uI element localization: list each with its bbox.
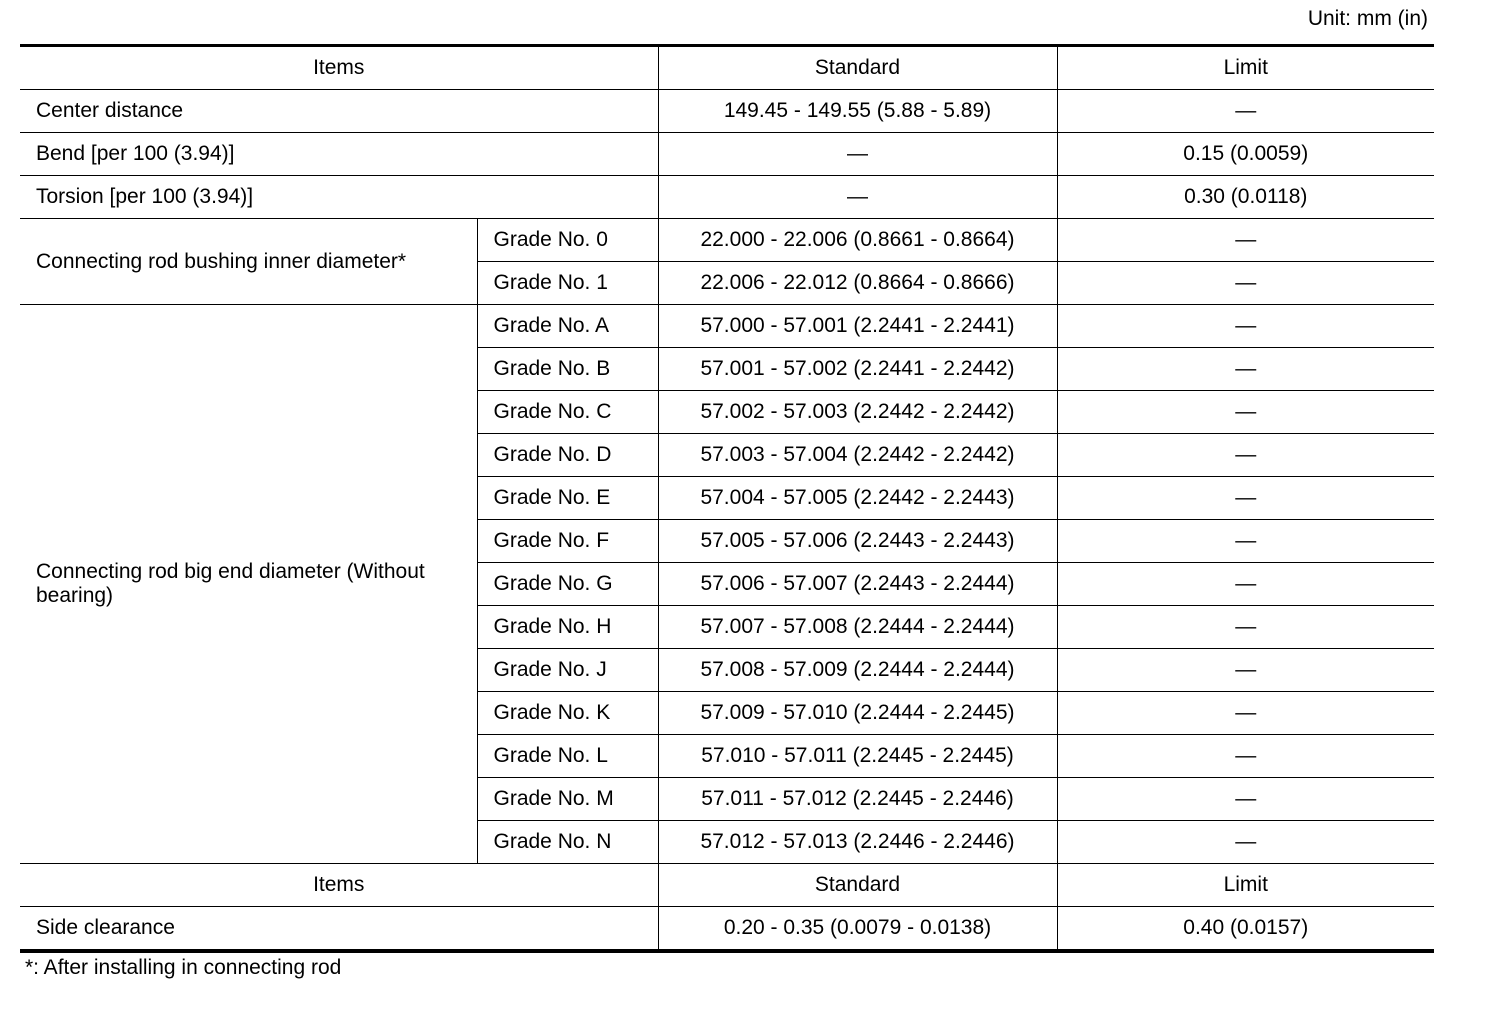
row-limit: 0.30 (0.0118) — [1057, 176, 1434, 219]
grade-standard: 57.004 - 57.005 (2.2442 - 2.2443) — [658, 477, 1057, 520]
grade-label: Grade No. 0 — [477, 219, 658, 262]
row-limit: 0.15 (0.0059) — [1057, 133, 1434, 176]
grade-standard: 57.002 - 57.003 (2.2442 - 2.2442) — [658, 391, 1057, 434]
grade-limit: — — [1057, 219, 1434, 262]
row-standard: 149.45 - 149.55 (5.88 - 5.89) — [658, 90, 1057, 133]
row-item: Center distance — [20, 90, 658, 133]
grade-standard: 57.005 - 57.006 (2.2443 - 2.2443) — [658, 520, 1057, 563]
row-standard: — — [658, 133, 1057, 176]
grade-limit: — — [1057, 477, 1434, 520]
grade-limit: — — [1057, 563, 1434, 606]
grade-standard: 57.003 - 57.004 (2.2442 - 2.2442) — [658, 434, 1057, 477]
grade-label: Grade No. A — [477, 305, 658, 348]
header-items: Items — [20, 864, 658, 907]
grade-label: Grade No. H — [477, 606, 658, 649]
grade-label: Grade No. G — [477, 563, 658, 606]
header-standard: Standard — [658, 864, 1057, 907]
grade-standard: 57.010 - 57.011 (2.2445 - 2.2445) — [658, 735, 1057, 778]
unit-label: Unit: mm (in) — [1307, 7, 1428, 30]
grade-label: Grade No. B — [477, 348, 658, 391]
grade-limit: — — [1057, 262, 1434, 305]
table-row — [20, 90, 1434, 133]
grade-label: Grade No. F — [477, 520, 658, 563]
grade-limit: — — [1057, 821, 1434, 864]
header-standard: Standard — [658, 46, 1057, 90]
grade-limit: — — [1057, 735, 1434, 778]
header-row — [20, 46, 1434, 90]
row-standard: 0.20 - 0.35 (0.0079 - 0.0138) — [658, 907, 1057, 952]
big-end-item: Connecting rod big end diameter (Without bearing) — [20, 305, 477, 864]
grade-label: Grade No. E — [477, 477, 658, 520]
grade-label: Grade No. M — [477, 778, 658, 821]
grade-standard: 57.011 - 57.012 (2.2445 - 2.2446) — [658, 778, 1057, 821]
grade-limit: — — [1057, 391, 1434, 434]
grade-standard: 57.001 - 57.002 (2.2441 - 2.2442) — [658, 348, 1057, 391]
grade-limit: — — [1057, 520, 1434, 563]
row-item: Bend [per 100 (3.94)] — [20, 133, 658, 176]
grade-standard: 22.000 - 22.006 (0.8661 - 0.8664) — [658, 219, 1057, 262]
grade-limit: — — [1057, 692, 1434, 735]
grade-label: Grade No. L — [477, 735, 658, 778]
grade-limit: — — [1057, 606, 1434, 649]
grade-limit: — — [1057, 778, 1434, 821]
header-limit: Limit — [1057, 46, 1434, 90]
grade-standard: 57.012 - 57.013 (2.2446 - 2.2446) — [658, 821, 1057, 864]
table-row — [20, 133, 1434, 176]
header-limit: Limit — [1057, 864, 1434, 907]
table-row — [20, 305, 1434, 348]
grade-label: Grade No. J — [477, 649, 658, 692]
header-row — [20, 864, 1434, 907]
grade-standard: 57.008 - 57.009 (2.2444 - 2.2444) — [658, 649, 1057, 692]
row-item: Torsion [per 100 (3.94)] — [20, 176, 658, 219]
row-limit: 0.40 (0.0157) — [1057, 907, 1434, 952]
grade-label: Grade No. K — [477, 692, 658, 735]
grade-label: Grade No. N — [477, 821, 658, 864]
header-items: Items — [20, 46, 658, 90]
grade-standard: 57.000 - 57.001 (2.2441 - 2.2441) — [658, 305, 1057, 348]
table-row — [20, 907, 1434, 952]
grade-limit: — — [1057, 305, 1434, 348]
grade-label: Grade No. C — [477, 391, 658, 434]
table-row — [20, 176, 1434, 219]
row-standard: — — [658, 176, 1057, 219]
footnote: *: After installing in connecting rod — [25, 956, 342, 979]
grade-standard: 22.006 - 22.012 (0.8664 - 0.8666) — [658, 262, 1057, 305]
grade-label: Grade No. D — [477, 434, 658, 477]
connecting-rod-spec-table — [20, 44, 1434, 953]
grade-standard: 57.007 - 57.008 (2.2444 - 2.2444) — [658, 606, 1057, 649]
row-limit: — — [1057, 90, 1434, 133]
grade-limit: — — [1057, 649, 1434, 692]
grade-standard: 57.006 - 57.007 (2.2443 - 2.2444) — [658, 563, 1057, 606]
grade-standard: 57.009 - 57.010 (2.2444 - 2.2445) — [658, 692, 1057, 735]
table-row — [20, 219, 1434, 262]
grade-limit: — — [1057, 434, 1434, 477]
row-item: Side clearance — [20, 907, 658, 952]
grade-limit: — — [1057, 348, 1434, 391]
bushing-item: Connecting rod bushing inner diameter* — [20, 219, 477, 305]
grade-label: Grade No. 1 — [477, 262, 658, 305]
